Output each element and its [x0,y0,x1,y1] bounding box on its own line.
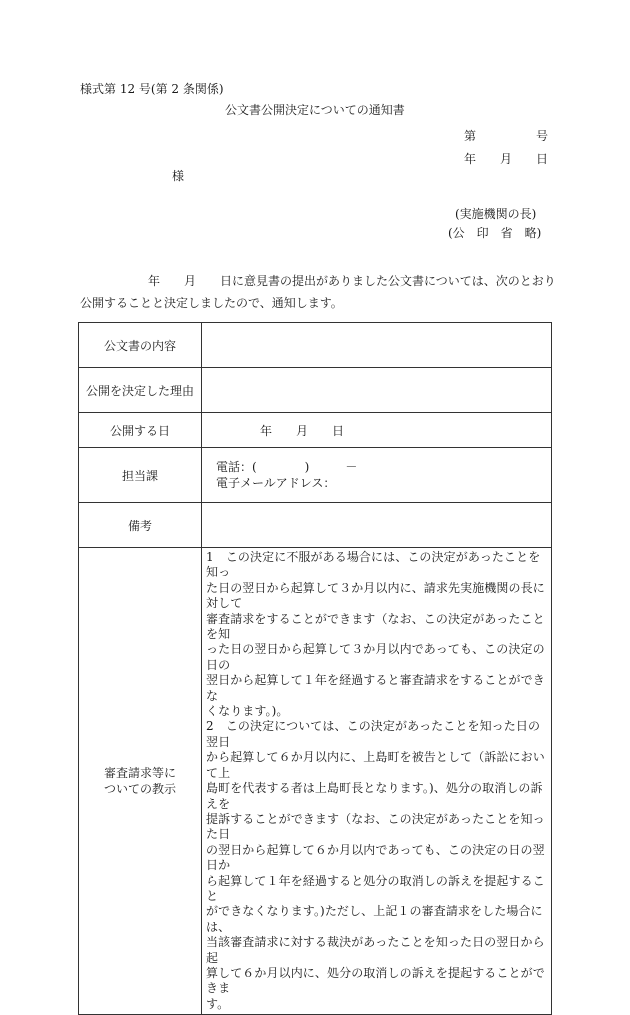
table-row [79,368,552,413]
notice-line: 翌日から起算して１年を経過すると審査請求をすることができな [206,673,545,703]
notice-line: 算して６か月以内に、処分の取消しの訴えを提起することができま [206,965,545,996]
table-row [79,448,552,503]
appeal-label-line-1: 審査請求等に [103,766,176,781]
row-label-appeal-notice [79,548,202,1015]
appeal-label-line-2: ついての教示 [103,782,176,797]
date-month: 月 [500,152,513,166]
addressee-suffix: 様 [172,169,185,183]
notice-line: くなります。)。 [206,704,289,719]
row-label-remarks: 備考 [79,503,202,548]
row-value-remarks [202,503,552,548]
notice-line: 島町を代表する者は上島町長となります。)、処分の取消しの訴えを [206,781,543,811]
notice-line: ら起算して１年を経過すると処分の取消しの訴えを提起すること [206,873,545,903]
notice-line: 提訴することができます（なお、この決定があったことを知った日 [206,811,545,842]
row-value-disclosure-date: 年 月 日 [202,413,552,448]
notice-line: 当該審査請求に対する裁決があったことを知った日の翌日から起 [206,935,545,965]
notice-line: った日の翌日から起算して３か月以内であっても、この決定の日の [206,642,545,672]
notice-line: の翌日から起算して６か月以内であっても、この決定の日の翌日か [206,842,545,873]
email-text: 電子メールアドレス： [216,476,336,490]
notice-line: ができなくなります。)ただし、上記１の審査請求をした場合には、 [206,904,543,934]
table-row [79,548,552,1015]
row-label-department: 担当課 [79,448,202,503]
phone-text: 電話：( ) － [216,460,358,474]
form-table [78,322,552,1015]
appeal-notice-text [202,548,552,1015]
notice-line: す。 [206,996,230,1011]
row-label-content: 公文書の内容 [79,323,202,368]
sender-name: (実施機関の長) [455,207,537,221]
row-label-reason: 公開を決定した理由 [79,368,202,413]
row-value-reason [202,368,552,413]
notice-line: た日の翌日から起算して３か月以内に、請求先実施機関の長に対して [206,580,545,611]
date-year: 年 [464,152,477,166]
row-value-content [202,323,552,368]
document-title: 公文書公開決定についての通知書 [225,103,405,117]
seal-omitted: (公 印 省 略) [448,226,542,240]
notice-line: 1 この決定に不服がある場合には、この決定があったことを知っ [206,550,541,580]
notice-line: 2 この決定については、この決定があったことを知った日の翌日 [206,719,541,749]
intro-line-2: 公開することと決定しましたので、通知します。 [80,296,343,310]
form-number: 様式第 12 号(第 2 条関係) [80,82,224,96]
table-row [79,503,552,548]
table-row [79,413,552,448]
table-row [79,323,552,368]
intro-line-1: 年 月 日に意見書の提出がありました公文書については、次のとおり [148,274,556,288]
row-label-disclosure-date: 公開する日 [79,413,202,448]
date-day: 日 [536,152,549,166]
doc-number-prefix: 第 [464,129,477,143]
row-value-department [202,448,552,503]
doc-number-suffix: 号 [536,129,549,143]
notice-line: 審査請求をすることができます（なお、この決定があったことを知 [206,611,545,642]
notice-line: から起算して６か月以内に、上島町を被告として（訴訟において上 [206,750,545,780]
